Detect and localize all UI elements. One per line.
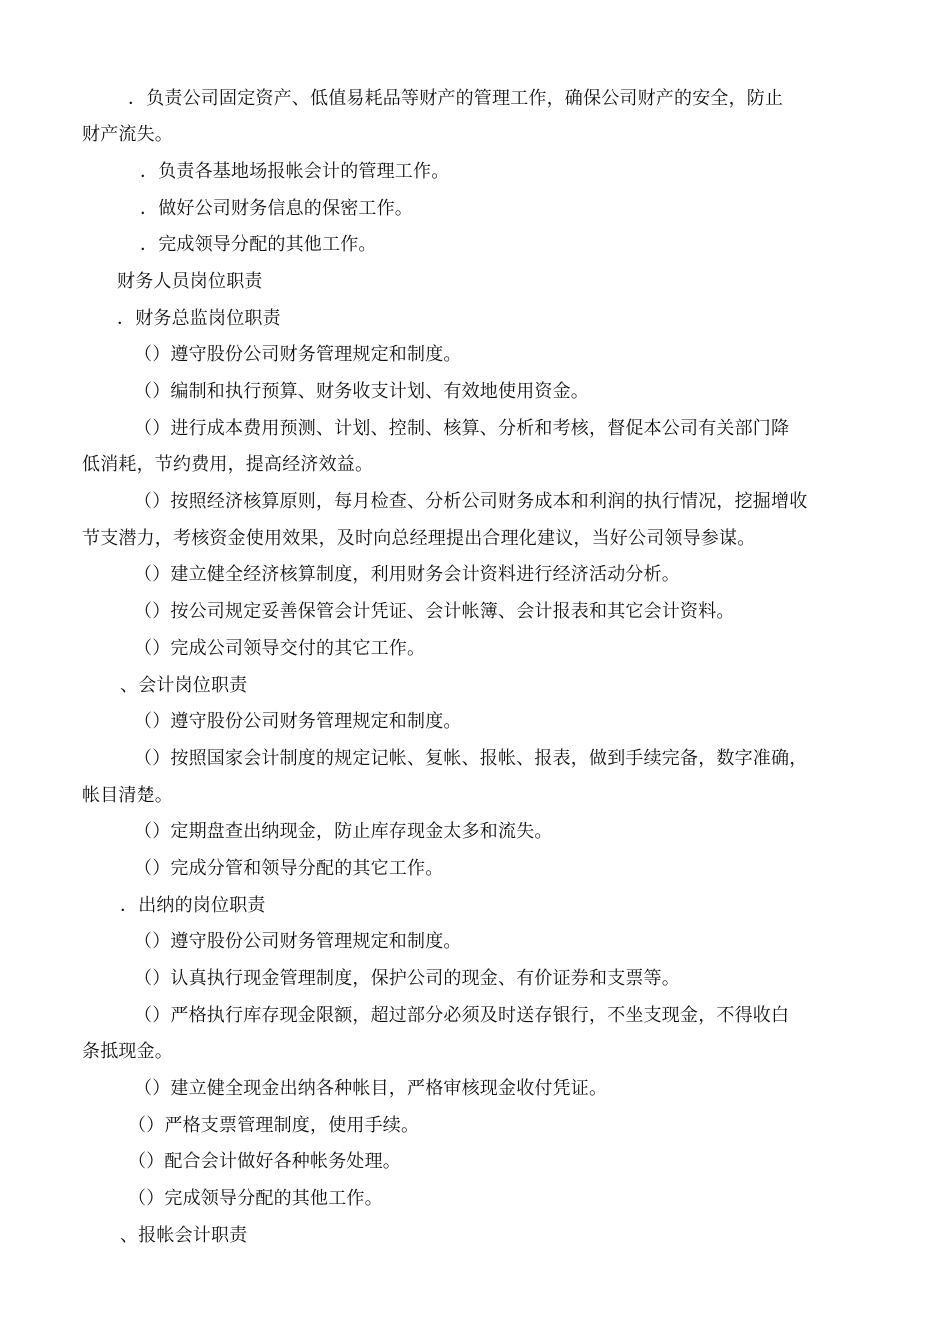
list-item: （）编制和执行预算、财务收支计划、有效地使用资金。 <box>134 381 589 402</box>
list-item-continuation: 低消耗，节约费用，提高经济效益。 <box>82 454 374 475</box>
list-item: （）严格执行库存现金限额，超过部分必须及时送存银行，不坐支现金，不得收白 <box>134 1005 790 1026</box>
list-item: （）严格支票管理制度，使用手续。 <box>128 1115 420 1136</box>
list-item: （）完成领导分配的其他工作。 <box>128 1188 383 1209</box>
list-item: （）配合会计做好各种帐务处理。 <box>128 1151 401 1172</box>
list-item-continuation: 节支潜力，考核资金使用效果，及时向总经理提出合理化建议，当好公司领导参谋。 <box>82 528 756 549</box>
list-item: （）遵守股份公司财务管理规定和制度。 <box>134 931 462 952</box>
list-item-continuation: 帐目清楚。 <box>82 785 173 806</box>
list-item: （）认真执行现金管理制度，保护公司的现金、有价证券和支票等。 <box>134 968 680 989</box>
paragraph-line: ．负责各基地场报帐会计的管理工作。 <box>140 161 450 182</box>
section-heading: 财务人员岗位职责 <box>117 271 263 292</box>
list-item: （）进行成本费用预测、计划、控制、核算、分析和考核，督促本公司有关部门降 <box>134 418 790 439</box>
paragraph-line: ．负责公司固定资产、低值易耗品等财产的管理工作，确保公司财产的安全，防止 <box>128 88 784 109</box>
list-item: （）按照经济核算原则，每月检查、分析公司财务成本和利润的执行情况，挖掘增收 <box>134 491 808 512</box>
list-item: （）完成公司领导交付的其它工作。 <box>134 638 426 659</box>
list-item: （）建立健全现金出纳各种帐目，严格审核现金收付凭证。 <box>134 1078 608 1099</box>
list-item: （）遵守股份公司财务管理规定和制度。 <box>134 711 462 732</box>
list-item: （）按公司规定妥善保管会计凭证、会计帐簿、会计报表和其它会计资料。 <box>134 601 735 622</box>
list-item: （）遵守股份公司财务管理规定和制度。 <box>134 344 462 365</box>
paragraph-line: ．做好公司财务信息的保密工作。 <box>140 198 413 219</box>
subsection-heading: ．财务总监岗位职责 <box>117 308 281 329</box>
list-item: （）建立健全经济核算制度，利用财务会计资料进行经济活动分析。 <box>134 564 680 585</box>
subsection-heading: ．出纳的岗位职责 <box>120 895 266 916</box>
subsection-heading: 、会计岗位职责 <box>120 675 248 696</box>
subsection-heading: 、报帐会计职责 <box>120 1225 248 1246</box>
list-item-continuation: 条抵现金。 <box>82 1041 173 1062</box>
list-item: （）定期盘查出纳现金，防止库存现金太多和流失。 <box>134 821 553 842</box>
paragraph-line: 财产流失。 <box>82 124 173 145</box>
paragraph-line: ．完成领导分配的其他工作。 <box>140 234 377 255</box>
list-item: （）完成分管和领导分配的其它工作。 <box>134 858 444 879</box>
list-item: （）按照国家会计制度的规定记帐、复帐、报帐、报表，做到手续完备，数字准确， <box>134 748 808 769</box>
